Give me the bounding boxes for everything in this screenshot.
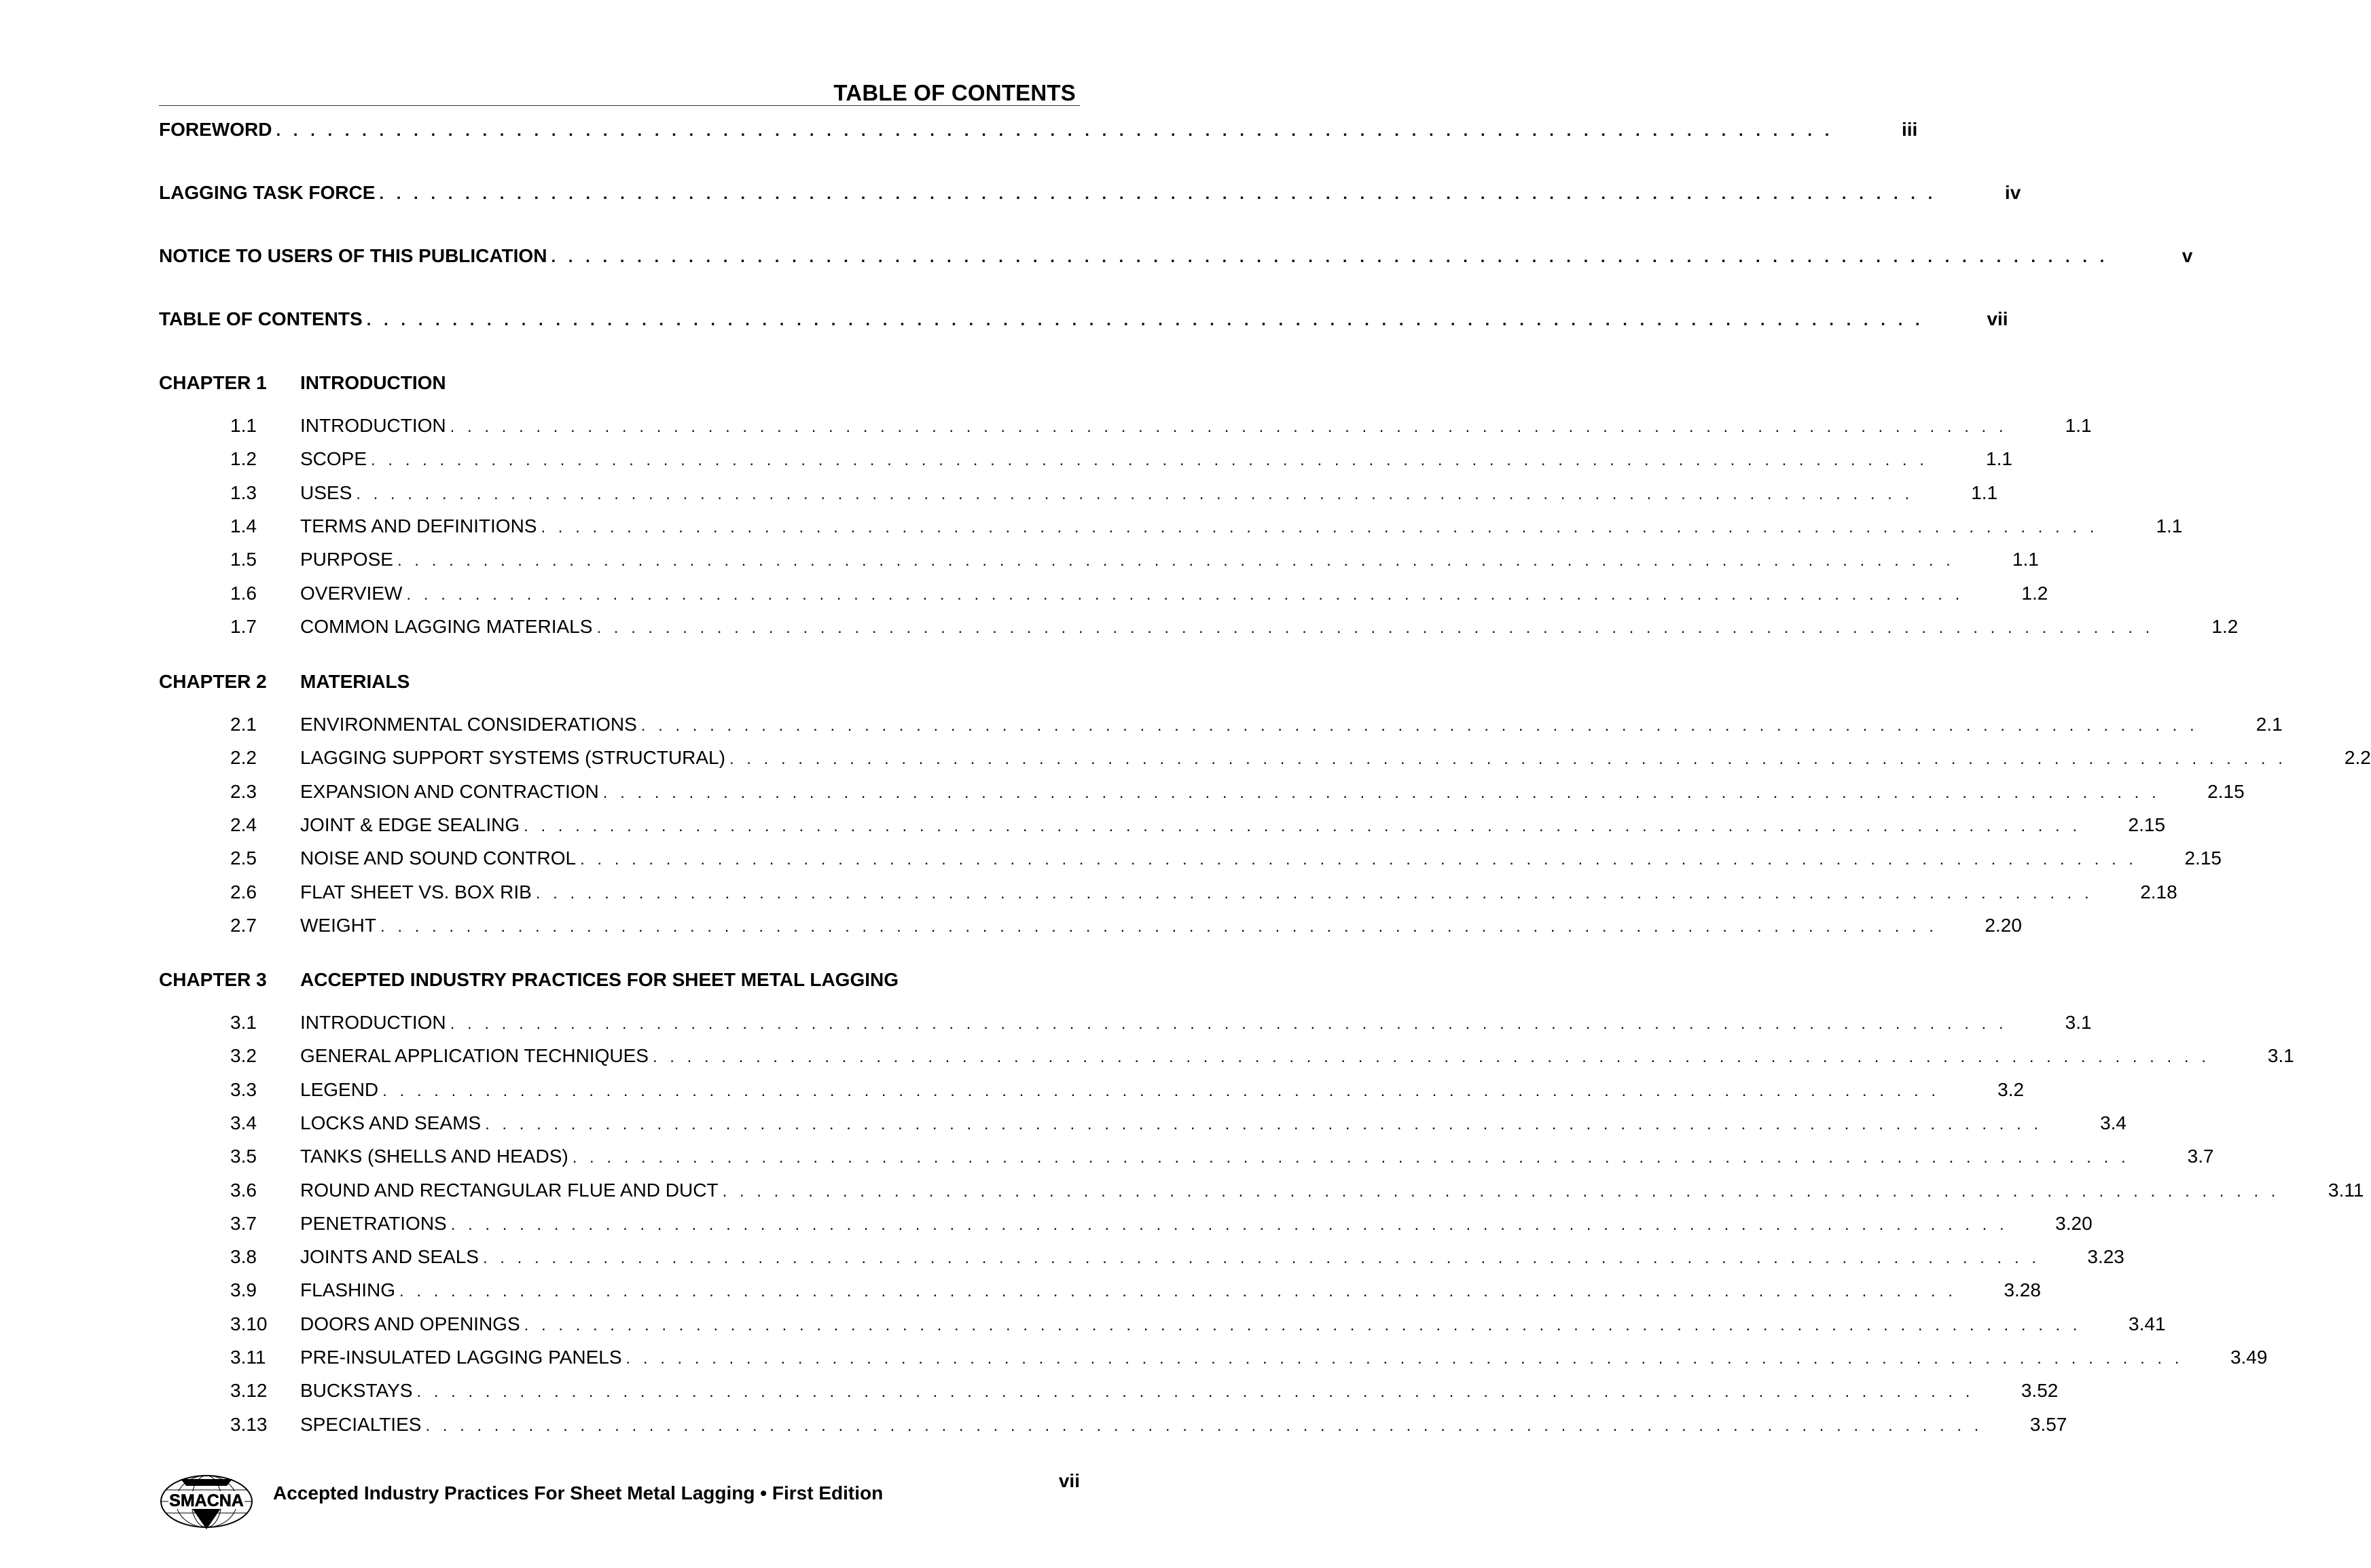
section-number-cell [159, 549, 300, 570]
entry-page-number: 2.1 [2256, 714, 2283, 735]
section-number-cell [159, 714, 300, 735]
entry-page-number: 3.28 [2004, 1279, 2041, 1301]
footer [159, 1470, 1080, 1531]
dot-leader: . . . . . . . . . . . . . . . . . . . . . . . . . . . . . . . . . . . . . . . . . . . . . . . . . . . . . . . . . . . . . . . . . . . . . . . . . . . . . . . . . . . . . . . . . . . [366, 311, 1924, 329]
section-number: 1.3 [230, 481, 257, 503]
dot-leader: . . . . . . . . . . . . . . . . . . . . . . . . . . . . . . . . . . . . . . . . . . . . . . . . . . . . . . . . . . . . . . . . . . . . . . . . . . . . . . . . . . . . . . . . . . . [379, 185, 1937, 203]
entry-page-number: 1.1 [1986, 448, 2012, 470]
entry-page-number: 3.1 [2065, 1012, 2092, 1033]
toc-entry[interactable] [159, 308, 2008, 335]
toc-entry[interactable] [159, 448, 2012, 475]
section-number-cell [159, 482, 300, 504]
entry-page-number: 3.23 [2087, 1246, 2124, 1268]
entry-page-number: iii [1902, 119, 1918, 140]
section-number: 1.2 [230, 448, 257, 470]
toc-entry[interactable] [159, 1179, 2364, 1207]
toc-entry[interactable] [159, 1112, 2126, 1139]
dot-leader: . . . . . . . . . . . . . . . . . . . . . . . . . . . . . . . . . . . . . . . . . . . . . . . . . . . . . . . . . . . . . . . . . . . . . . . . . . . . . . . . . . . . . . . . . . . [397, 551, 1955, 570]
dot-leader: . . . . . . . . . . . . . . . . . . . . . . . . . . . . . . . . . . . . . . . . . . . . . . . . . . . . . . . . . . . . . . . . . . . . . . . . . . . . . . . . . . . . . . . . . . . [380, 917, 1938, 936]
entry-label: TABLE OF CONTENTS [159, 308, 363, 329]
section-number-cell [159, 616, 300, 638]
entry-page-number: 3.2 [1997, 1078, 2025, 1100]
entry-page-number: 3.20 [2055, 1212, 2093, 1234]
section-number: 2.7 [230, 914, 257, 936]
section-number-cell [159, 814, 300, 836]
section-number-cell [159, 515, 300, 537]
toc-entry[interactable] [159, 747, 2371, 774]
dot-leader: . . . . . . . . . . . . . . . . . . . . . . . . . . . . . . . . . . . . . . . . . . . . . . . . . . . . . . . . . . . . . . . . . . . . . . . . . . . . . . . . . . . . . . . . . . . [596, 618, 2154, 637]
section-number: 1.4 [230, 515, 257, 536]
entry-page-number: iv [2004, 182, 2021, 203]
section-number-cell [159, 1012, 300, 1034]
section-number-cell [159, 747, 300, 769]
entry-page-number: 3.1 [2267, 1045, 2294, 1067]
chapter-title: MATERIALS [300, 671, 410, 692]
toc-entry[interactable] [159, 119, 1918, 146]
dot-leader: . . . . . . . . . . . . . . . . . . . . . . . . . . . . . . . . . . . . . . . . . . . . . . . . . . . . . . . . . . . . . . . . . . . . . . . . . . . . . . . . . . . . . . . . . . . [580, 850, 2137, 869]
toc-entry[interactable] [159, 1246, 2124, 1273]
footer-page-number: vii [1058, 1470, 1080, 1491]
toc-entry[interactable] [159, 515, 2183, 543]
toc-entry[interactable] [159, 1347, 2268, 1374]
entry-page-number: 3.49 [2230, 1347, 2268, 1368]
section-number: 3.3 [230, 1078, 257, 1100]
toc-entry[interactable] [159, 1279, 2041, 1307]
dot-leader: . . . . . . . . . . . . . . . . . . . . . . . . . . . . . . . . . . . . . . . . . . . . . . . . . . . . . . . . . . . . . . . . . . . . . . . . . . . . . . . . . . . . . . . . . . . [541, 517, 2099, 536]
toc-entry[interactable] [159, 1012, 2092, 1039]
entry-page-number: 3.57 [2029, 1413, 2067, 1435]
entry-page-number: 2.20 [1985, 914, 2022, 936]
dot-leader: . . . . . . . . . . . . . . . . . . . . . . . . . . . . . . . . . . . . . . . . . . . . . . . . . . . . . . . . . . . . . . . . . . . . . . . . . . . . . . . . . . . . . . . . . . . [535, 883, 2093, 902]
entry-label: TANKS (SHELLS AND HEADS) [300, 1146, 568, 1167]
section-number-cell [159, 1045, 300, 1067]
chapter-heading[interactable] [159, 372, 446, 394]
section-number: 3.9 [230, 1279, 257, 1301]
section-number-cell [159, 881, 300, 903]
entry-page-number: 1.1 [2012, 549, 2039, 570]
toc-entry[interactable] [159, 1413, 2067, 1441]
chapter-label: CHAPTER 2 [159, 671, 267, 692]
dot-leader: . . . . . . . . . . . . . . . . . . . . . . . . . . . . . . . . . . . . . . . . . . . . . . . . . . . . . . . . . . . . . . . . . . . . . . . . . . . . . . . . . . . . . . . . . . . [450, 1215, 2008, 1234]
entry-label: WEIGHT [300, 914, 376, 936]
entry-page-number: 2.15 [2207, 780, 2245, 802]
entry-label: SPECIALTIES [300, 1413, 422, 1435]
section-number-cell [159, 1279, 300, 1301]
section-number-cell [159, 1213, 300, 1235]
entry-label: PENETRATIONS [300, 1212, 447, 1234]
section-number: 1.1 [230, 415, 257, 436]
section-number-cell [159, 583, 300, 604]
chapter-heading[interactable] [159, 671, 410, 693]
entry-label: USES [300, 481, 352, 503]
entry-label: JOINT & EDGE SEALING [300, 814, 520, 835]
entry-label: FLAT SHEET VS. BOX RIB [300, 881, 532, 902]
section-number-cell [159, 1246, 300, 1268]
toc-entry[interactable] [159, 1313, 2166, 1341]
section-number: 2.6 [230, 881, 257, 902]
dot-leader: . . . . . . . . . . . . . . . . . . . . . . . . . . . . . . . . . . . . . . . . . . . . . . . . . . . . . . . . . . . . . . . . . . . . . . . . . . . . . . . . . . . . . . . . . . . [450, 1015, 2008, 1033]
dot-leader: . . . . . . . . . . . . . . . . . . . . . . . . . . . . . . . . . . . . . . . . . . . . . . . . . . . . . . . . . . . . . . . . . . . . . . . . . . . . . . . . . . . . . . . . . . . [626, 1349, 2184, 1368]
entry-page-number: 2.15 [2128, 814, 2166, 835]
entry-label: OVERVIEW [300, 582, 403, 604]
dot-leader: . . . . . . . . . . . . . . . . . . . . . . . . . . . . . . . . . . . . . . . . . . . . . . . . . . . . . . . . . . . . . . . . . . . . . . . . . . . . . . . . . . . . . . . . . . . [371, 451, 1928, 470]
toc-entry[interactable] [159, 847, 2222, 875]
toc-entry[interactable] [159, 881, 2177, 909]
toc-entry[interactable] [159, 1212, 2093, 1240]
toc-entry[interactable] [159, 914, 2022, 942]
section-number-cell [159, 448, 300, 470]
toc-entry[interactable] [159, 415, 2092, 442]
toc-entry[interactable] [159, 481, 1998, 509]
toc-entry[interactable] [159, 1146, 2214, 1173]
entry-page-number: vii [1987, 308, 2008, 329]
toc-entry[interactable] [159, 814, 2166, 841]
entry-label: ENVIRONMENTAL CONSIDERATIONS [300, 714, 637, 735]
entry-page-number: v [2182, 245, 2193, 266]
toc-entry[interactable] [159, 549, 2039, 576]
entry-page-number: 3.52 [2021, 1380, 2059, 1402]
footer-text: Accepted Industry Practices For Sheet Metal Lagging • First Edition [273, 1482, 884, 1503]
chapter-title: INTRODUCTION [300, 372, 446, 393]
dot-leader: . . . . . . . . . . . . . . . . . . . . . . . . . . . . . . . . . . . . . . . . . . . . . . . . . . . . . . . . . . . . . . . . . . . . . . . . . . . . . . . . . . . . . . . . . . . [399, 1282, 1957, 1301]
dot-leader: . . . . . . . . . . . . . . . . . . . . . . . . . . . . . . . . . . . . . . . . . . . . . . . . . . . . . . . . . . . . . . . . . . . . . . . . . . . . . . . . . . . . . . . . . . . [652, 1048, 2210, 1067]
entry-label: BUCKSTAYS [300, 1380, 413, 1402]
dot-leader: . . . . . . . . . . . . . . . . . . . . . . . . . . . . . . . . . . . . . . . . . . . . . . . . . . . . . . . . . . . . . . . . . . . . . . . . . . . . . . . . . . . . . . . . . . . [722, 1182, 2280, 1201]
entry-page-number: 2.18 [2140, 881, 2177, 902]
logo-text: SMACNA [169, 1491, 244, 1510]
entry-label: PURPOSE [300, 549, 393, 570]
entry-label: LOCKS AND SEAMS [300, 1112, 482, 1133]
entry-page-number: 1.2 [2021, 582, 2048, 604]
toc-entry[interactable] [159, 615, 2239, 643]
entry-label: SCOPE [300, 448, 367, 470]
section-number-cell [159, 1112, 300, 1134]
toc-entry[interactable] [159, 1380, 2059, 1407]
dot-leader: . . . . . . . . . . . . . . . . . . . . . . . . . . . . . . . . . . . . . . . . . . . . . . . . . . . . . . . . . . . . . . . . . . . . . . . . . . . . . . . . . . . . . . . . . . . [416, 1383, 1974, 1402]
dot-leader: . . . . . . . . . . . . . . . . . . . . . . . . . . . . . . . . . . . . . . . . . . . . . . . . . . . . . . . . . . . . . . . . . . . . . . . . . . . . . . . . . . . . . . . . . . . [382, 1081, 1940, 1100]
entry-label: JOINTS AND SEALS [300, 1246, 479, 1268]
section-number: 1.6 [230, 582, 257, 604]
section-number: 3.5 [230, 1146, 257, 1167]
section-number: 1.7 [230, 615, 257, 637]
dot-leader: . . . . . . . . . . . . . . . . . . . . . . . . . . . . . . . . . . . . . . . . . . . . . . . . . . . . . . . . . . . . . . . . . . . . . . . . . . . . . . . . . . . . . . . . . . . [482, 1249, 2040, 1268]
entry-page-number: 3.4 [2100, 1112, 2126, 1133]
toc-entry[interactable] [159, 582, 2048, 610]
dot-leader: . . . . . . . . . . . . . . . . . . . . . . . . . . . . . . . . . . . . . . . . . . . . . . . . . . . . . . . . . . . . . . . . . . . . . . . . . . . . . . . . . . . . . . . . . . . [356, 484, 1914, 503]
section-number-cell [159, 847, 300, 869]
entry-label: DOORS AND OPENINGS [300, 1313, 520, 1334]
entry-page-number: 1.1 [1971, 481, 1998, 503]
section-number: 3.13 [230, 1413, 268, 1435]
dot-leader: . . . . . . . . . . . . . . . . . . . . . . . . . . . . . . . . . . . . . . . . . . . . . . . . . . . . . . . . . . . . . . . . . . . . . . . . . . . . . . . . . . . . . . . . . . . [425, 1416, 1983, 1435]
entry-label: INTRODUCTION [300, 1012, 446, 1033]
section-number: 2.5 [230, 847, 257, 869]
entry-label: EXPANSION AND CONTRACTION [300, 780, 599, 802]
section-number: 2.1 [230, 714, 257, 735]
dot-leader: . . . . . . . . . . . . . . . . . . . . . . . . . . . . . . . . . . . . . . . . . . . . . . . . . . . . . . . . . . . . . . . . . . . . . . . . . . . . . . . . . . . . . . . . . . . [276, 122, 1834, 140]
toc-entry[interactable] [159, 1078, 2025, 1106]
entry-label: COMMON LAGGING MATERIALS [300, 615, 593, 637]
dot-leader: . . . . . . . . . . . . . . . . . . . . . . . . . . . . . . . . . . . . . . . . . . . . . . . . . . . . . . . . . . . . . . . . . . . . . . . . . . . . . . . . . . . . . . . . . . . [485, 1114, 2042, 1133]
page-title: TABLE OF CONTENTS [833, 80, 1076, 105]
entry-label: INTRODUCTION [300, 415, 446, 436]
section-number: 3.12 [230, 1380, 268, 1402]
section-number: 3.10 [230, 1313, 268, 1334]
section-number: 3.11 [230, 1347, 266, 1368]
section-number: 3.1 [230, 1012, 257, 1033]
section-number-cell [159, 1313, 300, 1335]
dot-leader: . . . . . . . . . . . . . . . . . . . . . . . . . . . . . . . . . . . . . . . . . . . . . . . . . . . . . . . . . . . . . . . . . . . . . . . . . . . . . . . . . . . . . . . . . . . [602, 783, 2160, 802]
dot-leader: . . . . . . . . . . . . . . . . . . . . . . . . . . . . . . . . . . . . . . . . . . . . . . . . . . . . . . . . . . . . . . . . . . . . . . . . . . . . . . . . . . . . . . . . . . . [640, 716, 2198, 735]
entry-label: LEGEND [300, 1078, 379, 1100]
section-number-cell [159, 781, 300, 803]
entry-label: ROUND AND RECTANGULAR FLUE AND DUCT [300, 1179, 719, 1201]
entry-label: TERMS AND DEFINITIONS [300, 515, 537, 536]
section-number: 2.2 [230, 747, 257, 769]
section-number: 2.4 [230, 814, 257, 835]
entry-label: LAGGING TASK FORCE [159, 182, 376, 203]
entry-page-number: 1.2 [2211, 615, 2239, 637]
entry-label: GENERAL APPLICATION TECHNIQUES [300, 1045, 649, 1067]
section-number-cell [159, 1079, 300, 1101]
toc-entry[interactable] [159, 714, 2283, 741]
section-number-cell [159, 1414, 300, 1436]
dot-leader: . . . . . . . . . . . . . . . . . . . . . . . . . . . . . . . . . . . . . . . . . . . . . . . . . . . . . . . . . . . . . . . . . . . . . . . . . . . . . . . . . . . . . . . . . . . [729, 750, 2287, 769]
section-number: 3.2 [230, 1045, 257, 1067]
toc-entry[interactable] [159, 245, 2193, 272]
entry-page-number: 1.1 [2065, 415, 2092, 436]
entry-page-number: 2.2 [2344, 747, 2371, 769]
toc-entry[interactable] [159, 1045, 2294, 1072]
entry-page-number: 3.41 [2129, 1313, 2166, 1334]
section-number-cell [159, 1347, 300, 1368]
entry-label: LAGGING SUPPORT SYSTEMS (STRUCTURAL) [300, 747, 725, 769]
entry-page-number: 1.1 [2156, 515, 2183, 536]
section-number: 1.5 [230, 549, 257, 570]
chapter-title: ACCEPTED INDUSTRY PRACTICES FOR SHEET METAL LAGGING [300, 969, 899, 990]
toc-entry[interactable] [159, 182, 2021, 209]
entry-page-number: 3.11 [2328, 1179, 2364, 1201]
section-number: 3.7 [230, 1212, 257, 1234]
toc-entry[interactable] [159, 780, 2245, 808]
entry-label: PRE-INSULATED LAGGING PANELS [300, 1347, 622, 1368]
entry-label: FOREWORD [159, 119, 272, 140]
section-number-cell [159, 1146, 300, 1167]
chapter-heading[interactable] [159, 969, 899, 991]
section-number: 3.4 [230, 1112, 257, 1133]
entry-page-number: 2.15 [2184, 847, 2222, 869]
section-number-cell [159, 1180, 300, 1201]
chapter-label: CHAPTER 3 [159, 969, 267, 990]
dot-leader: . . . . . . . . . . . . . . . . . . . . . . . . . . . . . . . . . . . . . . . . . . . . . . . . . . . . . . . . . . . . . . . . . . . . . . . . . . . . . . . . . . . . . . . . . . . [524, 1315, 2082, 1334]
dot-leader: . . . . . . . . . . . . . . . . . . . . . . . . . . . . . . . . . . . . . . . . . . . . . . . . . . . . . . . . . . . . . . . . . . . . . . . . . . . . . . . . . . . . . . . . . . . [551, 248, 2109, 266]
entry-label: NOISE AND SOUND CONTROL [300, 847, 577, 869]
dot-leader: . . . . . . . . . . . . . . . . . . . . . . . . . . . . . . . . . . . . . . . . . . . . . . . . . . . . . . . . . . . . . . . . . . . . . . . . . . . . . . . . . . . . . . . . . . . [406, 585, 1964, 604]
dot-leader: . . . . . . . . . . . . . . . . . . . . . . . . . . . . . . . . . . . . . . . . . . . . . . . . . . . . . . . . . . . . . . . . . . . . . . . . . . . . . . . . . . . . . . . . . . . [572, 1148, 2130, 1167]
chapter-label: CHAPTER 1 [159, 372, 267, 393]
section-number-cell [159, 915, 300, 936]
entry-label: NOTICE TO USERS OF THIS PUBLICATION [159, 245, 547, 266]
entry-page-number: 3.7 [2187, 1146, 2214, 1167]
title-rule [159, 105, 1080, 106]
section-number: 2.3 [230, 780, 257, 802]
section-number: 3.6 [230, 1179, 257, 1201]
dot-leader: . . . . . . . . . . . . . . . . . . . . . . . . . . . . . . . . . . . . . . . . . . . . . . . . . . . . . . . . . . . . . . . . . . . . . . . . . . . . . . . . . . . . . . . . . . . [450, 418, 2008, 436]
entry-label: FLASHING [300, 1279, 396, 1301]
dot-leader: . . . . . . . . . . . . . . . . . . . . . . . . . . . . . . . . . . . . . . . . . . . . . . . . . . . . . . . . . . . . . . . . . . . . . . . . . . . . . . . . . . . . . . . . . . . [524, 816, 2082, 835]
smacna-logo-icon [159, 1474, 254, 1529]
section-number: 3.8 [230, 1246, 257, 1268]
section-number-cell [159, 1380, 300, 1402]
section-number-cell [159, 415, 300, 437]
